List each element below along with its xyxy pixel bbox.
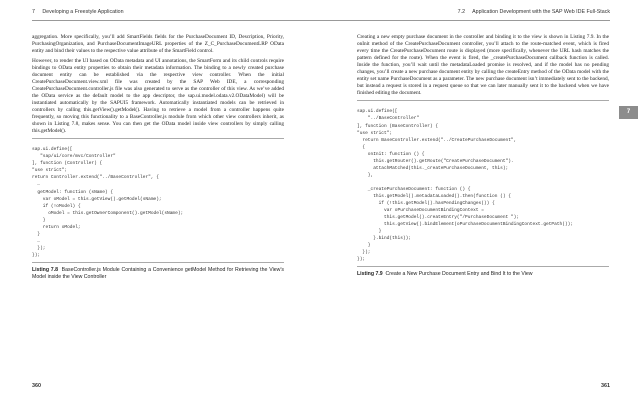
page-number: 361 — [601, 383, 610, 389]
code-block: sap.ui.define([ "../BaseController" ], function (BaseController) { "use strict"; return BaseController.extend("../CreatePurchaseDocument", { onInit: function () { this.getRouter().getRoute("CreatePurchaseDocument"). attachMatched(this._createPurchaseDocument, this); }, _createPurchaseDocument: function () { this.getModel().metadataLoaded().then(function () { if (!this.getModel().hasPendingChanges()) { var oPurchaseDocumentBindingContext = this.getModel().createEntry("/PurchaseDocument "); this.getView().bindElement(oPurchaseDocumentBindingContext.getPath()); } }.bind(this)); } }); }); — [357, 109, 574, 263]
chapter-tab: 7 — [619, 106, 638, 119]
caption-label: Listing 7.9 — [357, 271, 383, 278]
code-listing — [32, 138, 284, 263]
header-rule — [319, 20, 610, 21]
section-title: Application Development with the SAP Web IDE Full-Stack — [472, 9, 610, 15]
left-running-header — [32, 9, 124, 15]
code-listing — [357, 100, 609, 267]
section-number: 7.2 — [457, 9, 466, 15]
paragraph: aggregation. More specifically, you’ll add SmartFields fields for the PurchaseDocument ID, Description, Priority, PurchasingOrganization, and PurchaseDocumentImageURL properties of the Z_C_PurchaseDocumentLRP OData entity and bind their values to the respective value attribute of the SmartField control. — [32, 34, 284, 55]
caption-label: Listing 7.8 — [32, 267, 59, 273]
left-body — [32, 34, 284, 281]
chapter-number: 7 — [32, 9, 35, 15]
paragraph: However, to render the UI based on OData metadata and UI annotations, the SmartForm and its child controls require bindings to OData entity properties to obtain their metadata information. The binding to a newly created purchase document entity can be established via the respective view controller. When the initial CreatePurchaseDocument.view.xml file was created by the SAP Web IDE, a corresponding CreatePurchaseDocument.controller.js file was also generated to serve as the controller of this view. As we’ve added the OData service as the default model to the app descriptor, the sap.ui.model.odata.v2.ODataModel) will be instantiated automatically by the SAPUI5 framework. Automatically instantiated models can be retrieved in controllers by calling this.getView().getModel(). Having to retrieve a model from a controller happens quite frequently, so moving this functionality to a BaseController.js module from which other view controllers inherit, as shown in Listing 7.8, makes sense. You can then get the OData model inside view controllers by simply calling this.getModel(). — [32, 57, 284, 135]
listing-caption — [357, 271, 609, 278]
caption-text: BaseController.js Module Containing a Convenience getModel Method for Retrieving the View’s Model inside the View Controller — [32, 267, 285, 280]
right-page — [319, 0, 638, 414]
right-body — [357, 34, 609, 278]
page-number: 360 — [32, 383, 41, 389]
caption-text: Create a New Purchase Document Entry and Bind It to the View — [385, 271, 533, 278]
listing-caption — [32, 267, 284, 281]
header-rule — [32, 20, 319, 21]
paragraph: Creating a new empty purchase document in the controller and binding it to the view is shown in Listing 7.9. In the onInit method of the CreatePurchaseDocument controller, you’ll attach to the route-matched event, which is fired every time the CreatePurchaseDocument route is displayed (more specifically, whenever the URL hash matches the pattern defined for the route). When the event is fired, the _createPurchaseDocument callback function is called. Inside the function, you’ll wait until the metadataLoaded promise is resolved, and if the model has no pending changes, you’ll create a new purchase document entity by calling the createEntry method of the OData model with the entity set name PurchaseDocument as a parameter. The new purchase document isn’t immediately sent to the backend, but instead a request is stored in a request queue so that we can later manually sent it to the backend when we have finished editing the document. — [357, 34, 609, 97]
chapter-title: Developing a Freestyle Application — [42, 9, 124, 15]
right-running-header — [458, 9, 610, 15]
code-block: sap.ui.define([ "sap/ui/core/mvc/Controller" ], function (Controller) { "use strict"; return Controller.extend("../BaseController", { … getModel: function (sName) { var oModel = this.getView().getModel(sName); if (!oModel) { oModel = this.getOwnerComponent().getModel(sName); } return oModel; } … }); }); — [32, 147, 184, 258]
